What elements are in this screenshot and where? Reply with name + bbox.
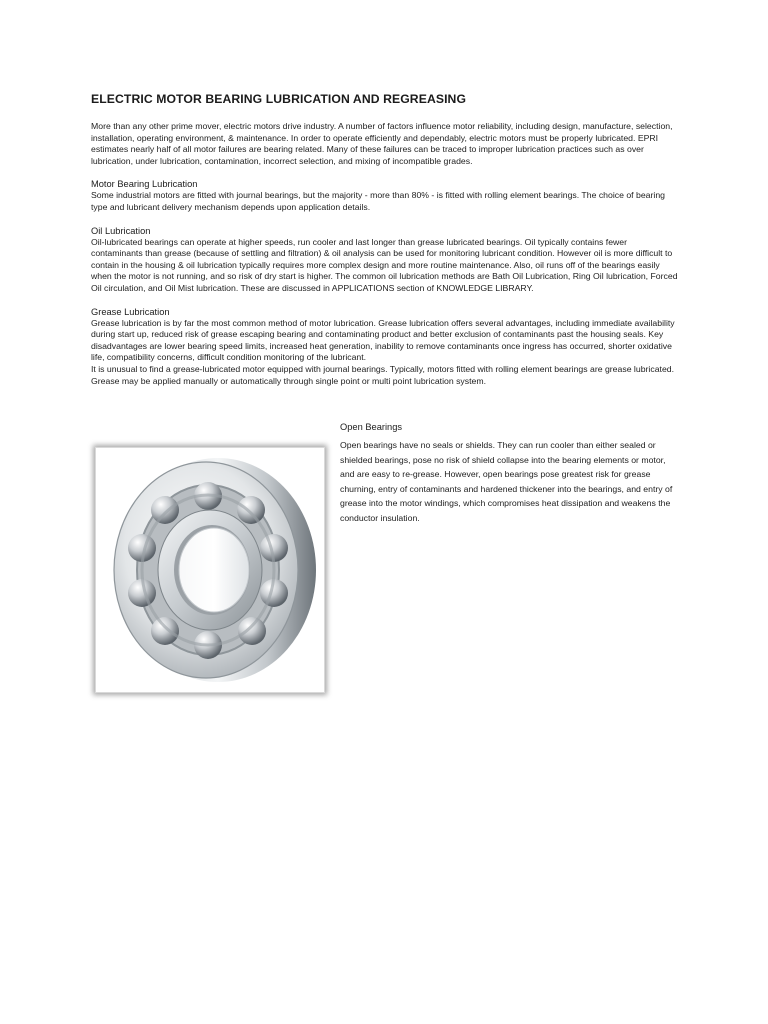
document-title: ELECTRIC MOTOR BEARING LUBRICATION AND REGREASING	[91, 92, 467, 106]
section-heading: Motor Bearing Lubrication	[91, 179, 198, 190]
intro-paragraph: More than any other prime mover, electric motors drive industry. A number of factors influence motor reliability, including design, manufacture, selection, installation, operating environment, & maintenance. In order to operate efficiently and dependably, electric motors must be properly lubricated. EPRI estimates nearly half of all motor failures are bearing related. Many of these failures can be traced to improper lubrication practices such as over lubrication, under lubrication, contamination, incorrect selection, and mixing of incompatible grades.	[91, 121, 673, 166]
open-bearings-figure-row	[91, 422, 691, 693]
section-heading: Grease Lubrication	[91, 306, 170, 317]
ball-bearing-image	[96, 448, 324, 692]
section-heading: Oil Lubrication	[91, 225, 151, 236]
open-bearings-paragraph: Open bearings have no seals or shields. They can run cooler than either sealed or shielded bearings, pose no risk of shield collapse into the bearing elements or motor, and are easy to re-grease. However, open bearings pose greatest risk for grease churning, entry of contaminants and hardened thickener into the bearings, and entry of grease into the motor windings, which compromises heat dissipation and weakens the conductor insulation.	[340, 440, 673, 523]
section-motor-bearing-lubrication	[91, 178, 681, 213]
open-bearings-heading: Open Bearings	[340, 422, 403, 432]
section-paragraph: It is unusual to find a grease-lubricated motor equipped with journal bearings. Typically, motors fitted with rolling element bearings are grease lubricated. Grease may be applied manually or automatically through single point or multi point lubrication system.	[91, 363, 675, 386]
section-oil-lubrication	[91, 225, 681, 295]
section-paragraph: Some industrial motors are fitted with journal bearings, but the majority - more than 80% - is fitted with rolling element bearings. The choice of bearing type and lubricant delivery mechanism depends upon application details.	[91, 190, 665, 212]
open-bearings-section	[340, 421, 680, 526]
document-body	[91, 92, 681, 387]
section-grease-lubrication	[91, 306, 681, 388]
section-paragraph: Grease lubrication is by far the most common method of motor lubrication. Grease lubrication offers several advantages, including immediate availability during start up, reduced risk of grease escaping bearing and contaminating product and better exclusion of contaminants past the housing seals. Key disadvantages are lower bearing speed limits, increased heat generation, inability to remove contaminants once ingress has occurred, shorter oxidative life, compatibility concerns, difficult condition monitoring of the lubricant.	[91, 317, 675, 363]
ball-bearing-illustration	[96, 448, 324, 692]
section-paragraph: Oil-lubricated bearings can operate at higher speeds, run cooler and last longer than grease lubricated bearings. Oil typically contains fewer contaminants than grease (because of settling and filtration) & oil analysis can be used for monitoring lubricant condition. However oil is more difficult to contain in the housing & oil lubrication typically requires more complex design and more routine maintenance. Also, oil runs off of the bearings easily when the motor is not running, and so risk of dry start is higher. The common oil lubrication methods are Bath Oil Lubrication, Ring Oil lubrication, Forced Oil circulation, and Oil Mist lubrication. These are discussed in APPLICATIONS section of KNOWLEDGE LIBRARY.	[91, 236, 678, 293]
